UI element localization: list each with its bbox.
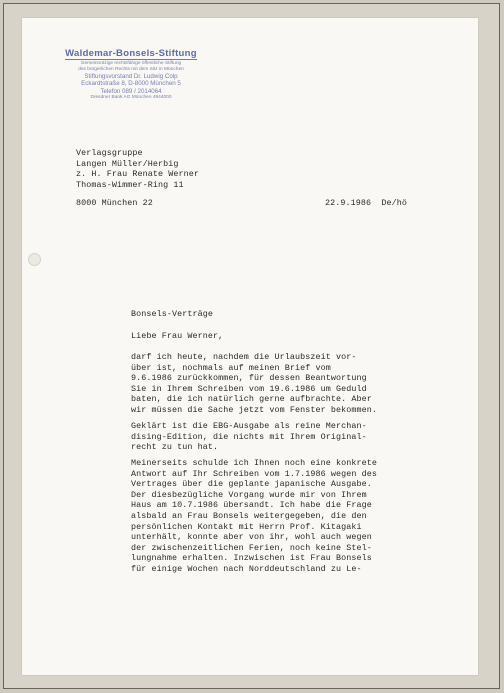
body-line: recht zu tun hat. [131, 442, 219, 453]
stamp-line: Telefon 089 / 2014064 [100, 87, 162, 95]
address-city: 8000 München 22 [76, 198, 153, 208]
date-reference: 22.9.1986 De/hö [325, 198, 408, 208]
subject-line: Bonsels-Verträge [131, 309, 214, 319]
body-line: Haus am 10.7.1986 übersandt. Ich habe die Frage [131, 500, 372, 511]
address-line: Thomas-Wimmer-Ring 11 [76, 179, 184, 190]
address-line: z. H. Frau Renate Werner [76, 169, 200, 180]
recipient-address [76, 148, 199, 190]
body-line: Vertrages über die geplante japanische Ausgabe. [131, 479, 372, 490]
body-line: lungnahme erhalten. Inzwischen ist Frau Bonsels [131, 553, 372, 564]
body-line: Der diesbezügliche Vorgang wurde mir von Ihrem [131, 489, 367, 500]
punch-hole [28, 253, 41, 266]
body-line: für einige Wochen nach Norddeutschland zu Le- [131, 563, 362, 574]
body-paragraph-3 [131, 458, 377, 575]
body-line: wir müssen die Sache jetzt vom Fenster bekommen. [131, 404, 378, 415]
body-line: baten, die ich natürlich gerne aufbrachte. Aber [131, 394, 372, 405]
body-line: über ist, nochmals auf meinen Brief vom [131, 362, 331, 373]
foundation-stamp [57, 43, 205, 121]
body-line: dising-Edition, die nichts mit Ihrem Original- [131, 431, 367, 442]
body-line: persönlichen Kontakt mit Herrn Prof. Kitagaki [131, 521, 362, 532]
body-line: Sie in Ihrem Schreiben vom 19.6.1986 um Geduld [131, 383, 367, 394]
address-line: Verlagsgruppe [76, 148, 143, 158]
body-line: unterhält, konnte aber von ihr, wohl auch wegen [131, 532, 372, 543]
address-line: Langen Müller/Herbig [76, 158, 179, 169]
body-paragraph-2 [131, 421, 367, 453]
body-line: Meinerseits schulde ich Ihnen noch eine konkrete [131, 458, 378, 468]
salutation: Liebe Frau Werner, [131, 331, 224, 341]
stamp-line: des bürgerlichen Rechts mit dem Sitz in München [78, 66, 184, 72]
body-line: alsbald an Frau Bonsels weitergegeben, die den [131, 510, 367, 521]
body-paragraph-1 [131, 352, 377, 416]
stamp-title: Waldemar-Bonsels-Stiftung [65, 48, 197, 59]
body-line: Antwort auf Ihr Schreiben vom 1.7.1986 wegen des [131, 468, 378, 479]
stamp-line: Dresdner Bank AG München 4944000 [90, 95, 172, 101]
body-line: der zwischenzeitlichen Ferien, noch keine Stel- [131, 542, 372, 553]
body-line: darf ich heute, nachdem die Urlaubszeit vor- [131, 352, 357, 362]
stamp-line: Stiftungsvorstand Dr. Ludwig Colp [84, 72, 178, 80]
stamp-line: Eckardtstraße 8, D-8000 München 5 [81, 80, 181, 88]
body-line: Geklärt ist die EBG-Ausgabe als reine Merchan- [131, 421, 367, 431]
stamp-line: Gemeinnützige rechtsfähige öffentliche Stiftung [80, 61, 182, 66]
body-line: 9.6.1986 zurückkommen, für dessen Beantwortung [131, 373, 367, 384]
